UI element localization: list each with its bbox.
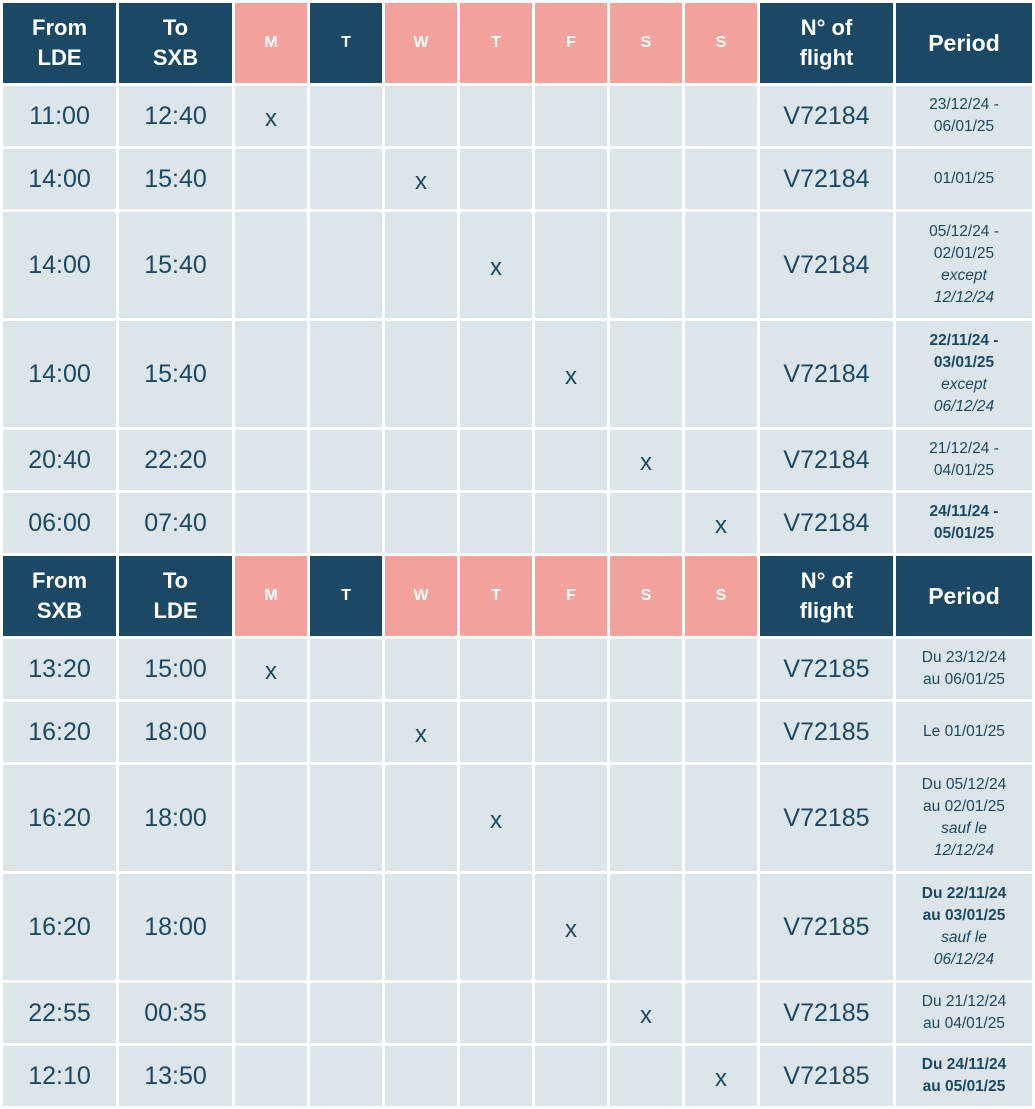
day-mark-thursday: [460, 321, 532, 427]
period-cell: [896, 1046, 1032, 1106]
departure-time: 13:20: [3, 639, 116, 699]
period-date-line: 06/01/25: [933, 118, 995, 135]
header-day-saturday: S: [610, 556, 682, 636]
day-mark-tuesday: [310, 149, 382, 209]
day-mark-sunday: [685, 874, 757, 980]
day-mark-friday: [535, 149, 607, 209]
period-date-line: Du 24/11/24: [921, 1056, 1007, 1073]
schedule-body: [3, 3, 1032, 1106]
day-mark-sunday: [685, 983, 757, 1043]
period-date-line: Du 05/12/24: [921, 776, 1007, 793]
flight-number: V72184: [760, 430, 893, 490]
day-mark-monday: [235, 149, 307, 209]
day-mark-wednesday: [385, 212, 457, 318]
flight-row: [3, 149, 1032, 209]
day-mark-saturday: [610, 1046, 682, 1106]
header-day-monday: M: [235, 3, 307, 83]
day-mark-wednesday: x: [385, 702, 457, 762]
day-mark-sunday: [685, 86, 757, 146]
header-flight-number: [760, 556, 893, 636]
header-flight-label: N° of flight: [799, 15, 854, 70]
day-mark-saturday: [610, 86, 682, 146]
day-mark-wednesday: [385, 765, 457, 871]
period-date-line: 05/12/24 -: [929, 223, 999, 240]
period-date-line: 23/12/24 -: [929, 96, 999, 113]
period-date-line: 02/01/25: [933, 245, 995, 262]
header-period: Period: [896, 556, 1032, 636]
flight-number: V72185: [760, 983, 893, 1043]
day-mark-monday: [235, 212, 307, 318]
day-mark-thursday: [460, 430, 532, 490]
day-mark-monday: [235, 983, 307, 1043]
header-to-label: To LDE: [153, 568, 198, 623]
arrival-time: 13:50: [119, 1046, 232, 1106]
day-mark-sunday: [685, 430, 757, 490]
day-mark-thursday: x: [460, 212, 532, 318]
day-mark-sunday: x: [685, 1046, 757, 1106]
day-mark-thursday: [460, 1046, 532, 1106]
flight-row: [3, 321, 1032, 427]
arrival-time: 18:00: [119, 702, 232, 762]
day-mark-wednesday: [385, 1046, 457, 1106]
departure-time: 16:20: [3, 702, 116, 762]
day-mark-tuesday: [310, 639, 382, 699]
period-date-line: au 03/01/25: [922, 907, 1006, 924]
flight-row: [3, 212, 1032, 318]
flight-number: V72184: [760, 493, 893, 553]
flight-row: [3, 983, 1032, 1043]
day-mark-friday: [535, 983, 607, 1043]
day-mark-tuesday: [310, 430, 382, 490]
day-mark-monday: [235, 765, 307, 871]
header-day-monday: M: [235, 556, 307, 636]
header-day-sunday: S: [685, 556, 757, 636]
flight-row: [3, 86, 1032, 146]
flight-number: V72184: [760, 321, 893, 427]
period-exception-line: 06/12/24: [933, 951, 995, 968]
day-mark-tuesday: [310, 1046, 382, 1106]
day-mark-sunday: [685, 212, 757, 318]
period-exception-line: 12/12/24: [933, 289, 995, 306]
period-cell: [896, 874, 1032, 980]
day-mark-wednesday: x: [385, 149, 457, 209]
period-cell: [896, 212, 1032, 318]
arrival-time: 22:20: [119, 430, 232, 490]
flight-row: [3, 702, 1032, 762]
section-header-row: [3, 556, 1032, 636]
header-day-friday: F: [535, 3, 607, 83]
arrival-time: 15:00: [119, 639, 232, 699]
period-date-line: Du 21/12/24: [921, 993, 1007, 1010]
period-exception-line: 06/12/24: [933, 398, 995, 415]
header-to: [119, 556, 232, 636]
day-mark-wednesday: [385, 321, 457, 427]
header-from-label: From LDE: [32, 15, 87, 70]
period-date-line: Le 01/01/25: [923, 723, 1005, 740]
period-cell: [896, 493, 1032, 553]
header-from-label: From SXB: [32, 568, 87, 623]
period-cell: [896, 765, 1032, 871]
flight-row: [3, 639, 1032, 699]
day-mark-sunday: [685, 765, 757, 871]
section-header-row: [3, 3, 1032, 83]
arrival-time: 00:35: [119, 983, 232, 1043]
period-cell: [896, 702, 1032, 762]
day-mark-sunday: [685, 149, 757, 209]
departure-time: 12:10: [3, 1046, 116, 1106]
period-date-line: 03/01/25: [933, 354, 995, 371]
arrival-time: 15:40: [119, 321, 232, 427]
flight-row: [3, 493, 1032, 553]
day-mark-friday: [535, 212, 607, 318]
departure-time: 06:00: [3, 493, 116, 553]
period-date-line: au 05/01/25: [922, 1078, 1006, 1095]
day-mark-tuesday: [310, 702, 382, 762]
period-exception-line: 12/12/24: [933, 842, 995, 859]
day-mark-sunday: [685, 702, 757, 762]
day-mark-friday: x: [535, 321, 607, 427]
period-date-line: 05/01/25: [933, 525, 995, 542]
flight-number: V72185: [760, 702, 893, 762]
period-date-line: 21/12/24 -: [929, 440, 999, 457]
header-to: [119, 3, 232, 83]
flight-number: V72184: [760, 86, 893, 146]
header-to-label: To SXB: [152, 15, 199, 70]
header-day-tuesday: T: [310, 3, 382, 83]
day-mark-thursday: [460, 702, 532, 762]
day-mark-wednesday: [385, 983, 457, 1043]
arrival-time: 18:00: [119, 874, 232, 980]
period-date-line: Du 22/11/24: [921, 885, 1007, 902]
departure-time: 14:00: [3, 321, 116, 427]
period-cell: [896, 639, 1032, 699]
day-mark-friday: [535, 702, 607, 762]
flight-number: V72185: [760, 639, 893, 699]
flight-number: V72185: [760, 765, 893, 871]
day-mark-thursday: [460, 149, 532, 209]
day-mark-tuesday: [310, 321, 382, 427]
period-date-line: 22/11/24 -: [929, 332, 999, 349]
day-mark-friday: [535, 765, 607, 871]
arrival-time: 12:40: [119, 86, 232, 146]
header-day-friday: F: [535, 556, 607, 636]
period-date-line: au 02/01/25: [923, 798, 1005, 815]
period-exception-line: sauf le: [941, 820, 987, 837]
day-mark-saturday: x: [610, 983, 682, 1043]
day-mark-thursday: [460, 874, 532, 980]
day-mark-thursday: [460, 86, 532, 146]
period-cell: [896, 86, 1032, 146]
flight-row: [3, 430, 1032, 490]
flight-number: V72185: [760, 1046, 893, 1106]
day-mark-sunday: [685, 321, 757, 427]
day-mark-monday: x: [235, 639, 307, 699]
day-mark-thursday: [460, 983, 532, 1043]
period-date-line: Du 23/12/24: [921, 649, 1007, 666]
period-date-line: 04/01/25: [933, 462, 995, 479]
day-mark-tuesday: [310, 493, 382, 553]
day-mark-thursday: [460, 493, 532, 553]
flight-row: [3, 1046, 1032, 1106]
day-mark-wednesday: [385, 639, 457, 699]
day-mark-friday: [535, 639, 607, 699]
header-day-thursday: T: [460, 556, 532, 636]
day-mark-sunday: [685, 639, 757, 699]
day-mark-wednesday: [385, 86, 457, 146]
day-mark-tuesday: [310, 86, 382, 146]
period-cell: [896, 983, 1032, 1043]
day-mark-saturday: [610, 149, 682, 209]
header-day-wednesday: W: [385, 3, 457, 83]
day-mark-saturday: [610, 765, 682, 871]
day-mark-monday: [235, 321, 307, 427]
departure-time: 11:00: [3, 86, 116, 146]
day-mark-sunday: x: [685, 493, 757, 553]
header-day-thursday: T: [460, 3, 532, 83]
arrival-time: 15:40: [119, 149, 232, 209]
arrival-time: 07:40: [119, 493, 232, 553]
day-mark-tuesday: [310, 765, 382, 871]
day-mark-saturday: [610, 493, 682, 553]
day-mark-tuesday: [310, 983, 382, 1043]
departure-time: 16:20: [3, 874, 116, 980]
flight-number: V72185: [760, 874, 893, 980]
period-date-line: au 06/01/25: [923, 671, 1005, 688]
departure-time: 22:55: [3, 983, 116, 1043]
period-cell: [896, 321, 1032, 427]
day-mark-saturday: [610, 874, 682, 980]
flight-row: [3, 765, 1032, 871]
flight-number: V72184: [760, 149, 893, 209]
departure-time: 16:20: [3, 765, 116, 871]
day-mark-wednesday: [385, 493, 457, 553]
day-mark-tuesday: [310, 874, 382, 980]
day-mark-friday: [535, 493, 607, 553]
day-mark-monday: [235, 874, 307, 980]
day-mark-wednesday: [385, 874, 457, 980]
header-period: Period: [896, 3, 1032, 83]
day-mark-saturday: [610, 321, 682, 427]
header-flight-label: N° of flight: [799, 568, 854, 623]
day-mark-thursday: [460, 639, 532, 699]
day-mark-monday: x: [235, 86, 307, 146]
day-mark-wednesday: [385, 430, 457, 490]
flight-number: V72184: [760, 212, 893, 318]
flight-row: [3, 874, 1032, 980]
day-mark-tuesday: [310, 212, 382, 318]
period-date-line: 01/01/25: [933, 170, 995, 187]
header-from: [3, 3, 116, 83]
day-mark-friday: [535, 1046, 607, 1106]
arrival-time: 15:40: [119, 212, 232, 318]
day-mark-monday: [235, 702, 307, 762]
arrival-time: 18:00: [119, 765, 232, 871]
day-mark-monday: [235, 1046, 307, 1106]
day-mark-saturday: [610, 212, 682, 318]
period-cell: [896, 430, 1032, 490]
header-flight-number: [760, 3, 893, 83]
day-mark-monday: [235, 430, 307, 490]
day-mark-thursday: x: [460, 765, 532, 871]
header-day-tuesday: T: [310, 556, 382, 636]
period-date-line: 24/11/24 -: [929, 503, 999, 520]
departure-time: 14:00: [3, 149, 116, 209]
day-mark-monday: [235, 493, 307, 553]
header-from: [3, 556, 116, 636]
day-mark-friday: [535, 86, 607, 146]
header-day-sunday: S: [685, 3, 757, 83]
period-exception-line: sauf le: [941, 929, 987, 946]
departure-time: 20:40: [3, 430, 116, 490]
day-mark-saturday: x: [610, 430, 682, 490]
departure-time: 14:00: [3, 212, 116, 318]
period-exception-line: except: [941, 267, 987, 284]
header-day-saturday: S: [610, 3, 682, 83]
day-mark-friday: x: [535, 874, 607, 980]
header-day-wednesday: W: [385, 556, 457, 636]
period-date-line: au 04/01/25: [923, 1015, 1005, 1032]
day-mark-saturday: [610, 702, 682, 762]
period-cell: [896, 149, 1032, 209]
day-mark-friday: [535, 430, 607, 490]
period-exception-line: except: [941, 376, 987, 393]
day-mark-saturday: [610, 639, 682, 699]
